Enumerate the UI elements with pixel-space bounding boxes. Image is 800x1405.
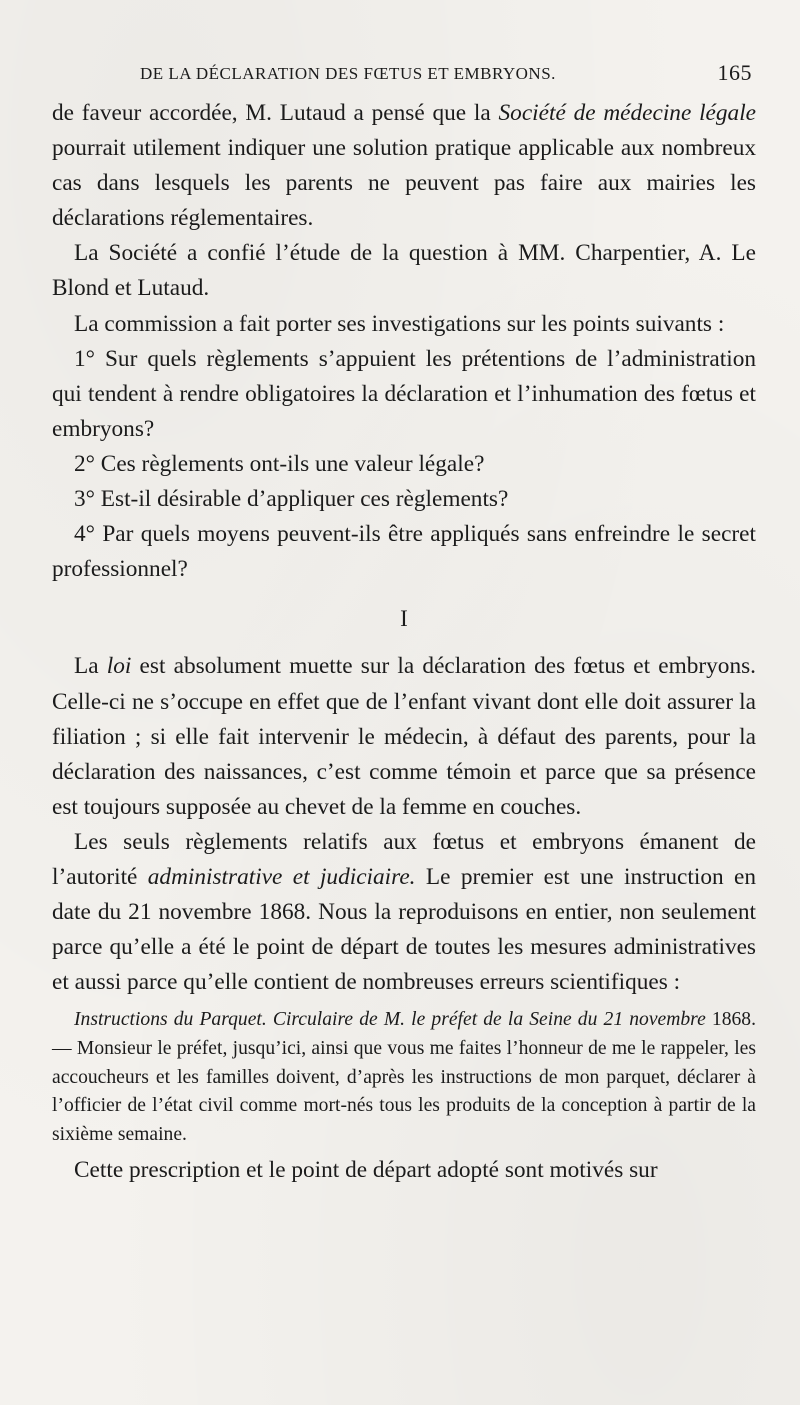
text-run: Les seuls règlements relatifs aux fœtus et embryons émanent de l’autorité bbox=[52, 828, 756, 890]
question-3: 3° Est-il désirable d’appliquer ces règlements? bbox=[74, 486, 509, 513]
paragraph-investigations: La commission a fait porter ses investigations sur les points suivants : bbox=[74, 310, 725, 337]
text-run: Le premier est une instruction en date du 21 novembre 1868. Nous la reproduisons en entier, non seulement parce qu’elle a été le point de départ de toutes les mesures administratives et aussi parce qu’elle contient de nombreuses erreurs scientifiques : bbox=[52, 863, 756, 996]
page-number: 165 bbox=[717, 60, 752, 85]
running-title: DE LA DÉCLARATION DES FŒTUS ET EMBRYONS. bbox=[140, 64, 556, 83]
section-heading: I bbox=[400, 606, 408, 632]
italic-run: administrative et judiciaire. bbox=[147, 863, 416, 890]
page-body bbox=[52, 96, 756, 1188]
question-2: 2° Ces règlements ont-ils une valeur légale? bbox=[74, 450, 485, 477]
text-run: est absolument muette sur la déclaration des fœtus et embryons. Celle-ci ne s’occupe en effet que de l’enfant vivant dont elle doit assurer la filiation ; si elle fait intervenir le médecin, à défaut des parents, pour la déclaration des naissances, c’est comme témoin et parce que sa présence est toujours supposée au chevet de la femme en couches. bbox=[52, 653, 756, 820]
text-run: pourrait utilement indiquer une solution pratique applicable aux nombreux cas dans lesquels les parents ne peuvent pas faire aux mairies les déclarations réglementaires. bbox=[52, 135, 756, 232]
question-4: 4° Par quels moyens peuvent-ils être appliqués sans enfreindre le secret professionnel? bbox=[52, 521, 756, 583]
quoted-circular bbox=[52, 1006, 756, 1149]
text-run: de faveur accordée, M. Lutaud a pensé que la bbox=[52, 100, 499, 126]
italic-run: Société de médecine légale bbox=[498, 100, 757, 126]
text-run: La bbox=[74, 653, 107, 680]
paragraph-reglements bbox=[52, 825, 756, 1000]
question-1: 1° Sur quels règlements s’appuient les prétentions de l’administration qui tendent à rendre obligatoires la déclaration et l’inhumation des fœtus et embryons? bbox=[52, 345, 756, 442]
paragraph-commission: La Société a confié l’étude de la question à MM. Charpentier, A. Le Blond et Lutaud. bbox=[52, 240, 756, 302]
paragraph-loi bbox=[52, 649, 756, 824]
text-run: 1868. — bbox=[52, 1009, 756, 1059]
italic-run: Instructions du Parquet. Circulaire de M. le préfet de la Seine du 21 novembre bbox=[74, 1009, 706, 1031]
page-header bbox=[140, 58, 752, 92]
paragraph-continuation bbox=[52, 96, 756, 236]
text-run: Monsieur le préfet, jusqu’ici, ainsi que vous me faites l’honneur de me le rappeler, les accoucheurs et les familles doivent, d’après les instructions de mon parquet, déclarer à l’officier de l’état civil comme mort-nés tous les produits de la conception à partir de la sixième semaine. bbox=[52, 1037, 756, 1145]
italic-run: loi bbox=[106, 653, 132, 680]
paragraph-last: Cette prescription et le point de départ adopté sont motivés sur bbox=[74, 1157, 658, 1184]
